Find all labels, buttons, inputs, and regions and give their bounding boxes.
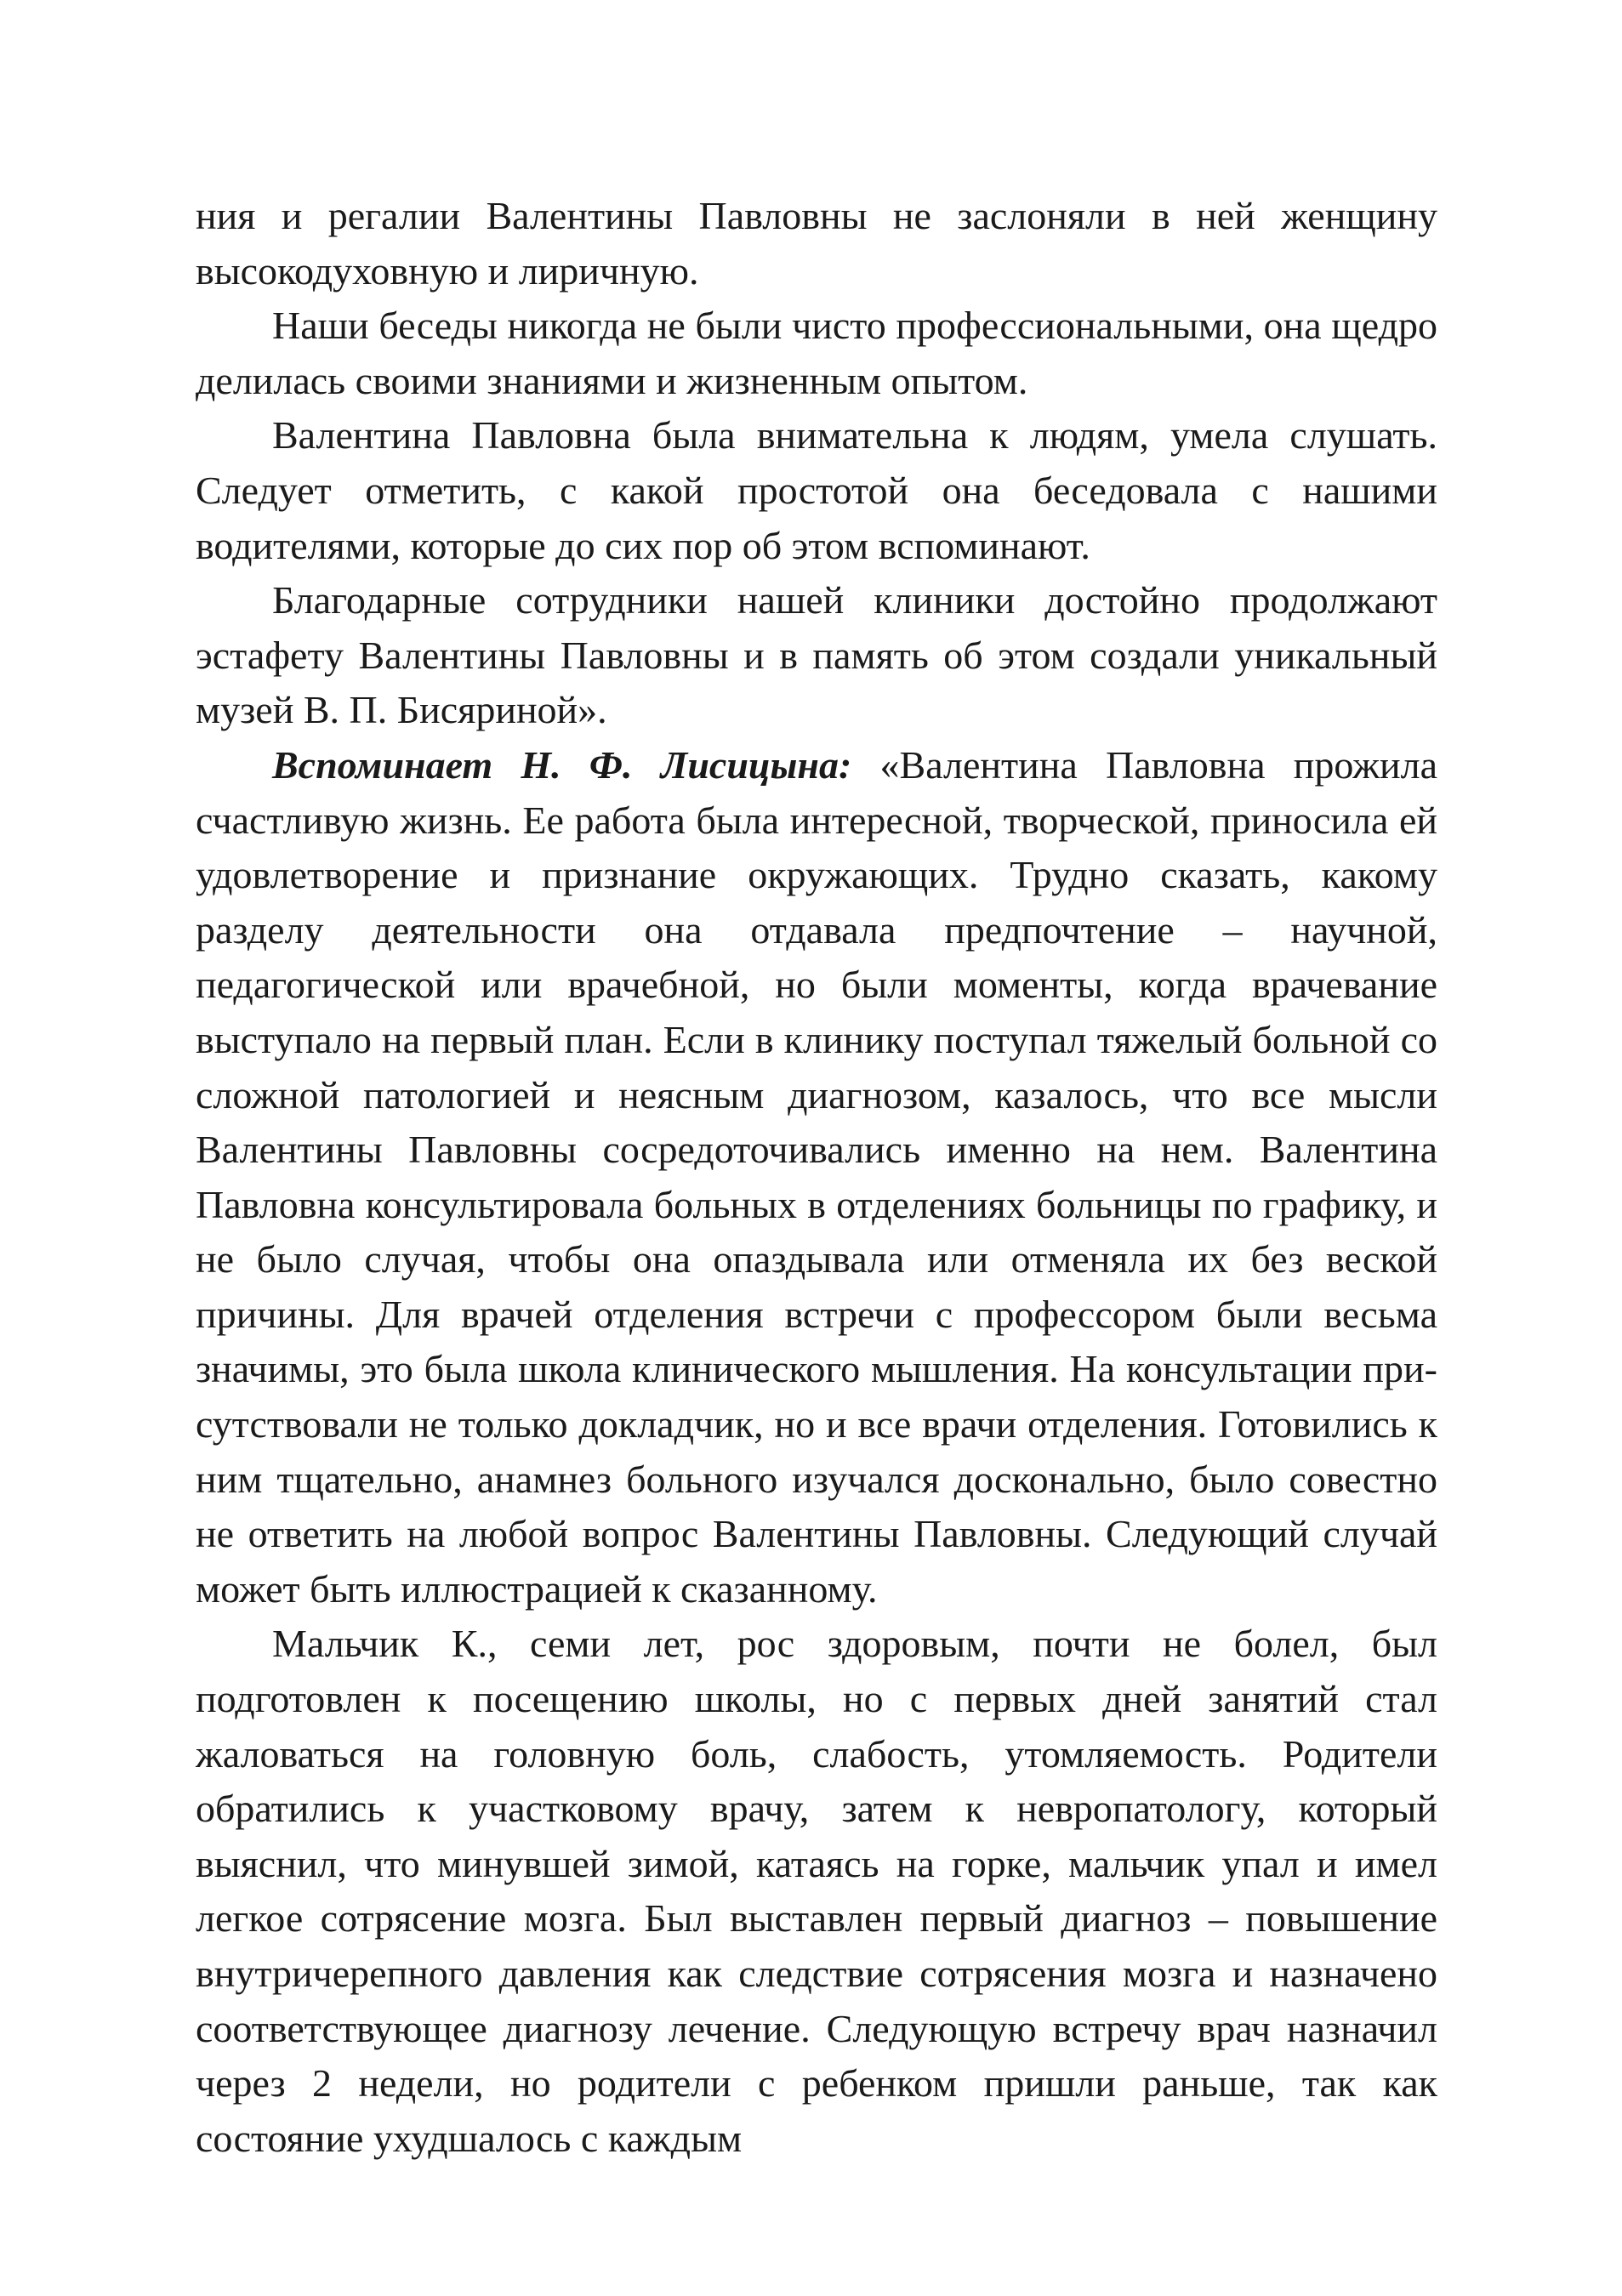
- paragraph-text: ния и регалии Валентины Павловны не заслоняли в ней женщину высокодуховную и лиричную.: [196, 194, 1437, 293]
- speaker-attribution: Вспоминает Н. Ф. Лисицына:: [272, 742, 852, 787]
- paragraph-2: [196, 298, 1437, 408]
- paragraph-4: [196, 573, 1437, 738]
- paragraph-5: [196, 738, 1437, 1617]
- document-page: [196, 189, 1437, 2166]
- paragraph-text: Мальчик К., семи лет, рос здоровым, почти не болел, был подготовлен к посещению школы, но с первых дней занятий стал жаловаться на головную боль, слабость, утомляемость. Родители обратились к участковому врачу, затем к невропатологу, который выяснил, что минувшей зимой, катаясь на горке, мальчик упал и имел легкое сотрясение мозга. Был выставлен первый диагноз – повышение внутричерепного давления как следствие сотрясения мозга и назначено соответствующее диагнозу лечение. Следующую встречу врач назначил через 2 недели, но родители с ребенком пришли раньше, так как состояние ухудшалось с каждым: [196, 1622, 1437, 2160]
- paragraph-text: «Валентина Павловна прожила счастливую жизнь. Ее работа была интересной, творческой, приносила ей удовлетворение и признание окружающих. Трудно сказать, какому разделу деятельности она отдавала предпочтение – научной, педагогической или врачебной, но были моменты, когда врачевание выступало на первый план. Если в клинику поступал тяжелый больной со сложной патологией и неясным диагнозом, казалось, что все мысли Валентины Павловны сосредоточивались именно на нем. Валентина Павловна консультировала больных в отделениях больницы по графику, и не было случая, чтобы она опаздывала или отменяла их без веской причины. Для врачей отделения встречи с профессором были весьма значимы, это была школа клинического мышления. На консультации присутствовали не только докладчик, но и все врачи отделения. Готовились к ним тщательно, анамнез больного изучался досконально, было совестно не ответить на любой вопрос Валентины Павловны. Следующий случай может быть иллюстрацией к сказанному.: [196, 742, 1437, 1611]
- paragraph-6: [196, 1617, 1437, 2166]
- paragraph-1: [196, 189, 1437, 298]
- paragraph-3: [196, 408, 1437, 573]
- paragraph-text: Валентина Павловна была внимательна к людям, умела слушать. Следует отметить, с какой простотой она беседовала с нашими водителями, которые до сих пор об этом вспоминают.: [196, 413, 1437, 567]
- paragraph-text: Наши беседы никогда не были чисто профессиональными, она щедро делилась своими знаниями и жизненным опытом.: [196, 304, 1437, 402]
- paragraph-text: Благодарные сотрудники нашей клиники достойно продолжают эстафету Валентины Павловны и в память об этом создали уникальный музей В. П. Бисяриной».: [196, 578, 1437, 732]
